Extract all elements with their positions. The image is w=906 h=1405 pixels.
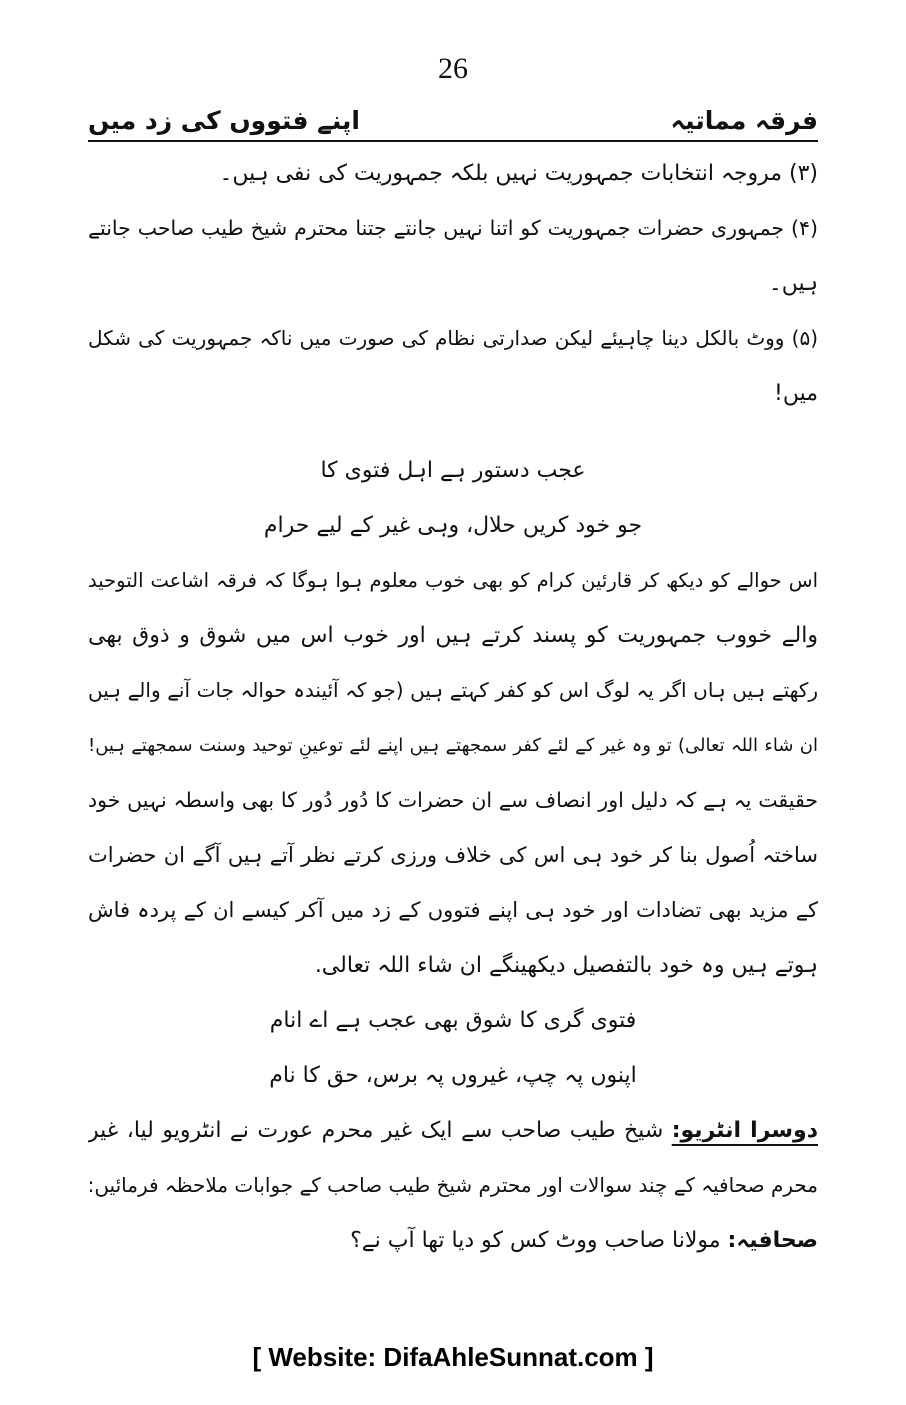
text-line: (۵) ووٹ بالکل دینا چاہیئے لیکن صدارتی نظام کی صورت میں ناکہ جمہوریت کی شکل <box>88 326 818 350</box>
text-line: ان شاء اللہ تعالی) تو وہ غیر کے لئے کفر سمجھتے ہیں اپنے لئے توعینِ توحید وسنت سمجھتے ہیں! <box>88 735 818 756</box>
interview-intro: شیخ طیب صاحب سے ایک غیر محرم عورت نے انٹرویو لیا، غیر <box>88 1118 664 1143</box>
text-line: اس حوالے کو دیکھ کر قارئین کرام کو بھی خوب معلوم ہوا ہوگا کہ فرقہ اشاعت التوحید <box>88 569 818 592</box>
interview-line <box>88 1103 818 1158</box>
page-body <box>88 146 818 1268</box>
text-line: (۴) جمہوری حضرات جمہوریت کو اتنا نہیں جانتے جتنا محترم شیخ طیب صاحب جانتے <box>88 216 818 240</box>
text-line: محرم صحافیہ کے چند سوالات اور محترم شیخ طیب صاحب کے جوابات ملاحظہ فرمائیں: <box>88 1173 818 1197</box>
running-head <box>88 100 818 140</box>
text-line: حقیقت یہ ہے کہ دلیل اور انصاف سے ان حضرات کا دُور دُور کا بھی واسطہ نہیں خود <box>88 788 818 812</box>
question-label: صحافیہ: <box>727 1228 818 1253</box>
text-line: والے خووب جمہوریت کو پسند کرتے ہیں اور خوب اس میں شوق و ذوق بھی <box>88 623 818 648</box>
text-line: ساختہ اُصول بنا کر خود ہی اس کی خلاف ورزی کرتے نظر آتے ہیں آگے ان حضرات <box>88 843 818 867</box>
chapter-title: اپنے فتووں کی زد میں <box>88 105 360 135</box>
header-rule <box>88 140 818 142</box>
question-text: مولانا صاحب ووٹ کس کو دیا تھا آپ نے؟ <box>350 1228 721 1253</box>
text-line: میں! <box>774 381 818 406</box>
spacer <box>88 421 818 443</box>
text-line: (۳) مروجہ انتخابات جمہوریت نہیں بلکہ جمہوریت کی نفی ہیں۔ <box>219 161 818 186</box>
verse-line: فتوی گری کا شوق بھی عجب ہے اے انام <box>269 1008 637 1033</box>
text-line: کے مزید بھی تضادات اور خود ہی اپنے فتووں کے زد میں آکر کیسے ان کے پردہ فاش <box>88 898 818 922</box>
page-number: 26 <box>438 52 468 85</box>
verse-line: جو خود کریں حلال، وہی غیر کے لیے حرام <box>263 513 643 538</box>
verse-line: عجب دستور ہے اہل فتوی کا <box>320 458 586 483</box>
verse-line: اپنوں پہ چپ، غیروں پہ برس، حق کا نام <box>269 1063 637 1088</box>
text-line: ہوتے ہیں وہ خود بالتفصیل دیکھینگے ان شاء اللہ تعالی. <box>314 953 818 978</box>
text-line: ہیں۔ <box>768 271 818 296</box>
website-footer: [ Website: DifaAhleSunnat.com ] <box>252 1342 654 1372</box>
book-title: فرقہ مماتیہ <box>670 105 818 135</box>
question-line <box>88 1213 818 1268</box>
text-line: رکھتے ہیں ہاں اگر یہ لوگ اس کو کفر کہتے ہیں (جو کہ آئیندہ حوالہ جات آنے والے ہیں <box>88 678 818 702</box>
interview-heading: دوسرا انٹریو: <box>671 1118 818 1143</box>
